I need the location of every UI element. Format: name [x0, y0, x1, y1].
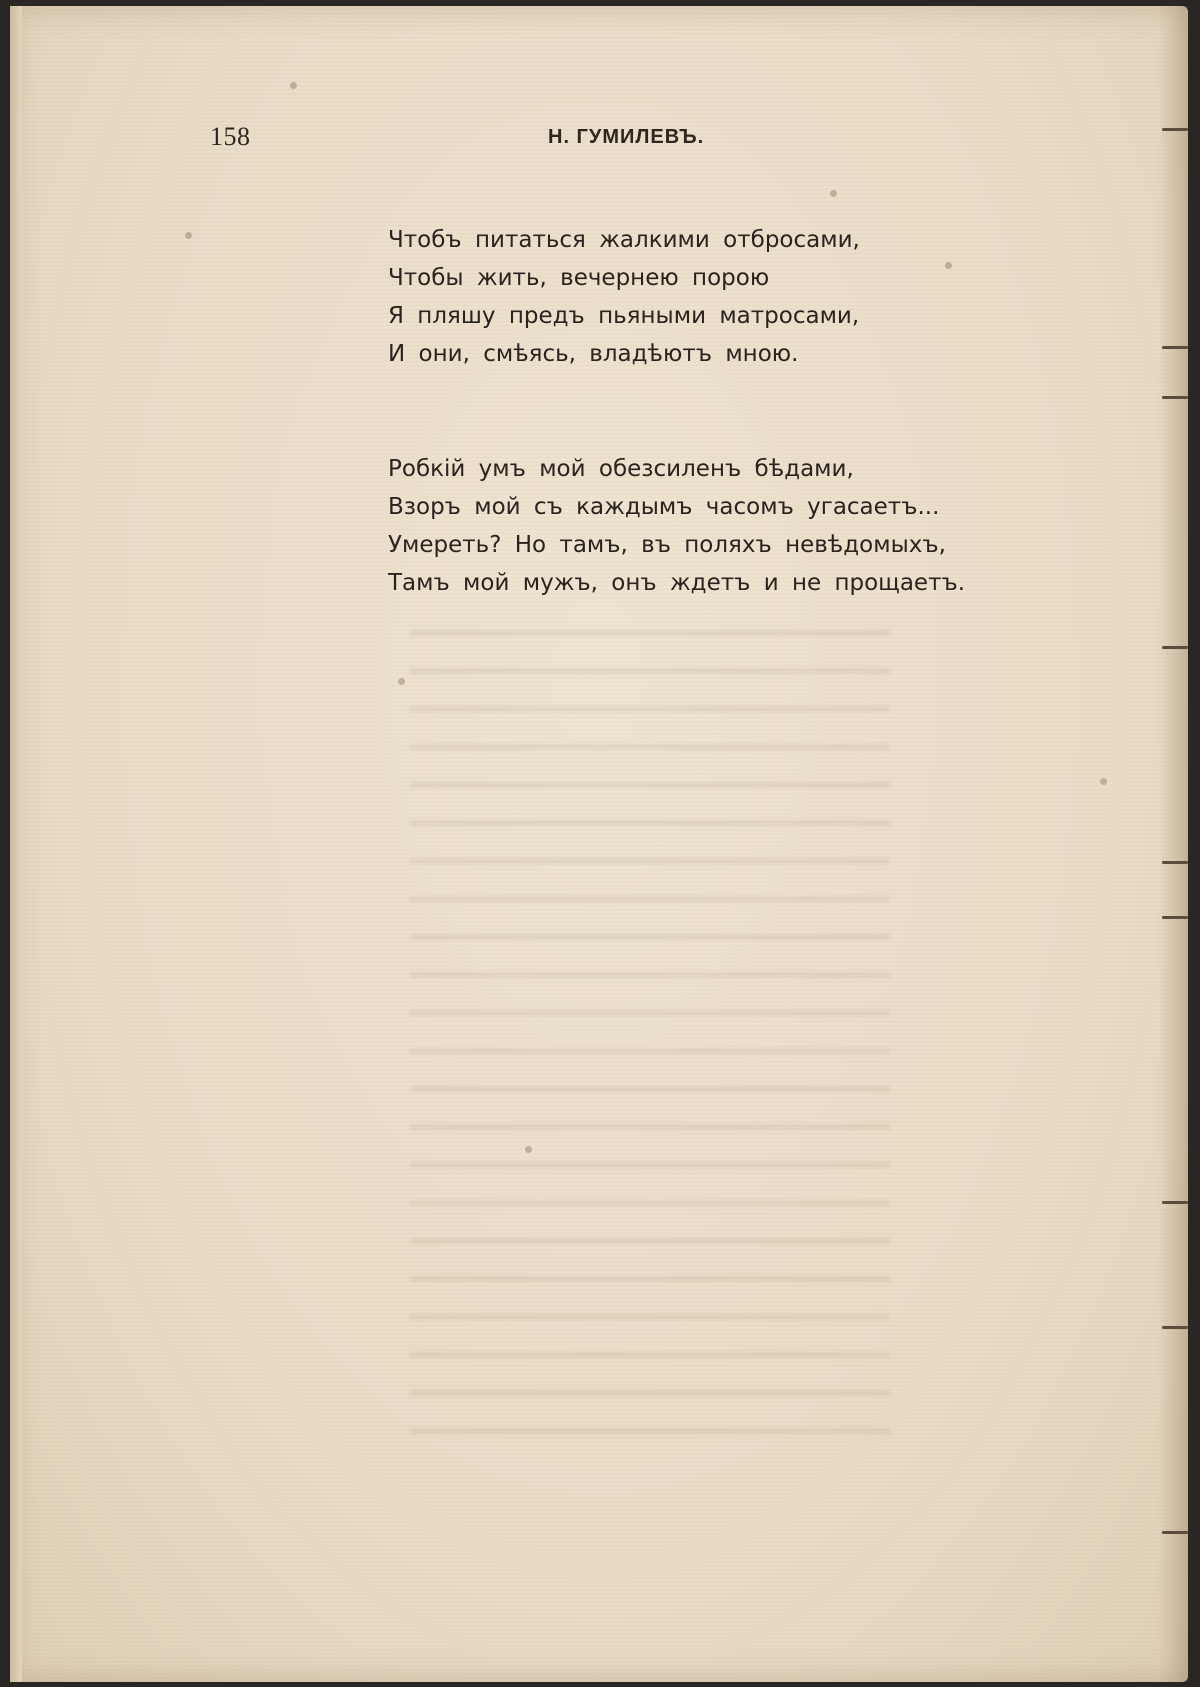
- page-edge-notch: [1162, 646, 1188, 649]
- stanza: [388, 221, 988, 373]
- page-edge-notch: [1162, 396, 1188, 399]
- paper-speck: [290, 82, 297, 89]
- paper-speck: [830, 190, 837, 197]
- paper-speck: [398, 678, 405, 685]
- paper-speck: [185, 232, 192, 239]
- page-gutter-edge: [10, 6, 22, 1682]
- paper-speck: [525, 1146, 532, 1153]
- show-through-text: [410, 606, 890, 1456]
- page-edge-notch: [1162, 861, 1188, 864]
- verse-line: Умереть? Но тамъ, въ поляхъ невѣдомыхъ,: [388, 532, 946, 558]
- page-edge-notch: [1162, 128, 1188, 131]
- page-header: [210, 118, 910, 158]
- page-edge-notch: [1162, 1531, 1188, 1534]
- page-edge-notch: [1162, 346, 1188, 349]
- verse-line: Взоръ мой съ каждымъ часомъ угасаетъ...: [388, 494, 940, 520]
- verse-line: Я пляшу предъ пьяными матросами,: [388, 303, 860, 329]
- page-outer-edge: [1158, 6, 1188, 1682]
- page-number: 158: [210, 122, 251, 151]
- stanza: [388, 450, 988, 602]
- book-page: [10, 6, 1188, 1682]
- page-edge-notch: [1162, 1326, 1188, 1329]
- verse-line: Тамъ мой мужъ, онъ ждетъ и не прощаетъ.: [388, 570, 966, 596]
- paper-speck: [1100, 778, 1107, 785]
- page-edge-notch: [1162, 916, 1188, 919]
- verse-line: Чтобъ питаться жалкими отбросами,: [388, 227, 860, 253]
- running-head-author: Н. ГУМИЛЕВЪ.: [548, 126, 705, 148]
- verse-line: И они, смѣясь, владѣютъ мною.: [388, 341, 799, 367]
- poem-text: [388, 221, 988, 679]
- verse-line: Чтобы жить, вечернею порою: [388, 265, 770, 291]
- verse-line: Робкій умъ мой обезсиленъ бѣдами,: [388, 456, 854, 482]
- page-edge-notch: [1162, 1201, 1188, 1204]
